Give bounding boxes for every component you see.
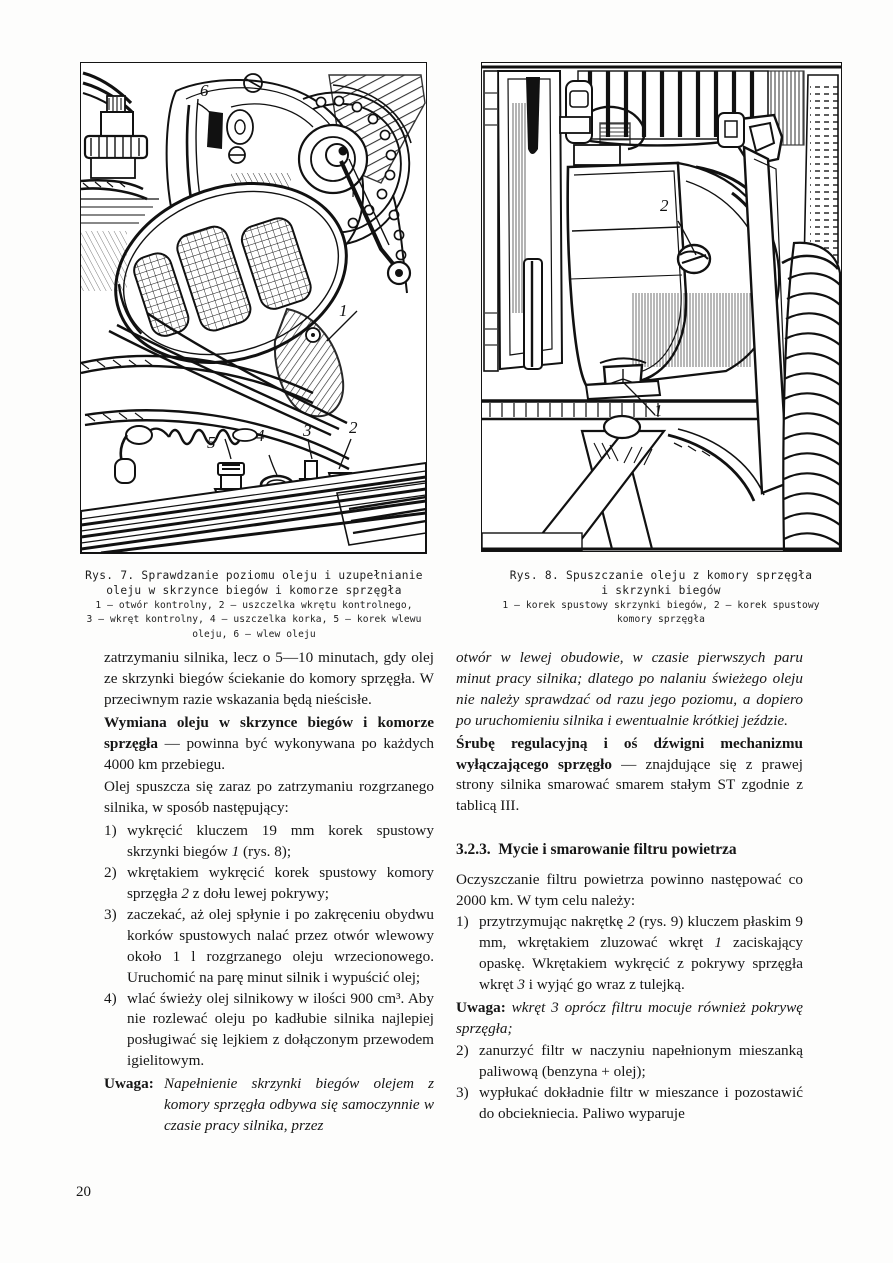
- figure-callout-2: 2: [349, 418, 358, 437]
- list-item: [456, 1041, 803, 1083]
- lead-rest-srube-regulacyjna: — znajdujące się z prawej strony silnika smarować smarem stałym ST zgodnie z tablicą III.: [456, 755, 804, 815]
- list-seg-0: zanurzyć filtr w naczyniu napełnionym mieszanką paliwową (benzyna + olej);: [479, 1042, 803, 1081]
- paragraph-filter-intro-text: Oczyszczanie filtru powietrza powinno następować co 2000 km. W tym celu należy:: [456, 871, 803, 910]
- figure-rys-8: [481, 62, 842, 552]
- list-item: [104, 905, 434, 989]
- list-text-ref: 2: [181, 884, 189, 902]
- paragraph-filter-intro: [456, 870, 803, 912]
- note-text-post: oprócz filtru mocuje również pokrywę sprzęgła;: [456, 998, 803, 1037]
- list-marker: 2): [104, 864, 117, 882]
- list-marker: 3): [104, 905, 117, 923]
- figure-callout-1: 1: [654, 401, 663, 420]
- note-text-pre: wkręt: [511, 998, 552, 1016]
- caption-rys-7-legend-line-1: 1 — otwór kontrolny, 2 — uszczelka wkrętu kontrolnego,: [95, 600, 413, 611]
- list-text-pre: wykręcić kluczem 19 mm korek spustowy skrzynki biegów: [127, 822, 434, 861]
- figure-rys-8-artwork: [482, 63, 841, 551]
- section-heading: [456, 840, 803, 861]
- paragraph-drain-intro: [104, 777, 434, 819]
- note-continuation: [456, 648, 803, 732]
- list-seg-ref-3: 3: [517, 975, 525, 993]
- caption-rys-7-title-line-1: Rys. 7. Sprawdzanie poziomu oleju i uzupełnianie: [85, 569, 423, 582]
- list-text-post: (rys. 8);: [239, 843, 292, 861]
- paragraph-continuation: [104, 648, 434, 711]
- section-title: Mycie i smarowanie filtru powietrza: [498, 841, 737, 859]
- list-marker: 3): [456, 1084, 469, 1102]
- list-marker: 2): [456, 1042, 469, 1060]
- figure-row: [0, 62, 893, 562]
- figure-callout-4: 4: [256, 426, 265, 445]
- list-item: [104, 863, 434, 905]
- list-item: [104, 989, 434, 1073]
- note-text: Napełnienie skrzynki biegów olejem z komory sprzęgła odbywa się samoczynnie w czasie pracy silnika, przez: [164, 1075, 434, 1134]
- list-seg-2: (rys. 9) kluczem płaskim 9 mm, wkrętakiem zluzować wkręt: [479, 912, 803, 951]
- paragraph-adjusting-screw: [456, 734, 803, 818]
- list-text-post: z dołu lewej pokrywy;: [189, 884, 330, 902]
- figure-callout-2: 2: [660, 196, 669, 215]
- list-item: [456, 912, 803, 996]
- note-label: Uwaga:: [456, 998, 506, 1016]
- caption-rys-8-legend-line-2: komory sprzęgła: [616, 614, 706, 626]
- caption-rys-7-title-line-2: oleju w skrzynce biegów i komorze sprzęgła: [106, 583, 402, 597]
- paragraph-drain-intro-text: Olej spuszcza się zaraz po zatrzymaniu rozgrzanego silnika, w sposób następujący:: [104, 778, 434, 817]
- body-column-right: [456, 648, 803, 1125]
- figure-rys-7: [80, 62, 427, 554]
- note-continuation-text: otwór w lewej obudowie, w czasie pierwszych paru minut pracy silnika; dlatego po nalaniu świeżego oleju nie należy sprawdzać od razu jego poziomu, a dopiero po uruchomieniu silnika i ewentualnie krótkiej jeździe.: [456, 649, 803, 729]
- figure-callout-1: 1: [339, 301, 348, 320]
- lead-rest-wymiana-oleju: — powinna być wykonywana po każdych 4000 km przebiegu.: [104, 734, 434, 773]
- list-seg-6: i wyjąć go wraz z tulejką.: [524, 975, 685, 993]
- note-block: [456, 998, 803, 1040]
- paragraph-oil-change-heading: [104, 713, 434, 776]
- list-text-pre: zaczekać, aż olej spłynie i po zakręceniu obydwu korków spustowych nalać przez otwór wlewowy około 1 l rozgrzanego oleju wrzecionowego. Uruchomić na parę minut silnik i wypuścić olej;: [127, 905, 434, 986]
- list-seg-4: zaciskający opaskę. Wkrętakiem wykręcić z pokrywy sprzęgła wkręt: [479, 933, 803, 993]
- note-block: [104, 1074, 434, 1137]
- caption-rys-8-title-line-2: i skrzynki biegów: [601, 583, 721, 597]
- caption-rys-7-legend-line-3: oleju, 6 — wlew oleju: [192, 628, 316, 640]
- list-seg-ref-1: 1: [714, 933, 722, 951]
- caption-rys-8-legend-line-1: 1 — korek spustowy skrzynki biegów, 2 — korek spustowy: [502, 600, 820, 611]
- lead-bold-wymiana-oleju: Wymiana oleju w skrzynce biegów i komorze sprzęgła: [104, 713, 434, 752]
- list-seg-0: przytrzymując nakrętkę: [479, 912, 628, 930]
- figure-callout-5: 5: [207, 433, 216, 452]
- caption-rys-8: [470, 569, 852, 627]
- page-number: 20: [76, 1184, 91, 1200]
- list-text-ref: 1: [231, 843, 240, 861]
- list-item: [456, 1083, 803, 1125]
- note-text-num: 3: [551, 998, 559, 1016]
- body-column-left: [104, 648, 434, 1137]
- list-item: [104, 821, 434, 863]
- figure-callout-6: 6: [200, 81, 209, 100]
- caption-rys-7: [74, 569, 434, 641]
- figure-callout-3: 3: [303, 421, 312, 440]
- list-text-pre: wlać świeży olej silnikowy w ilości 900 cm³. Aby nie rozlewać oleju po kadłubie silnika najlepiej posługiwać się lejkiem z dołączonym przewodem igielitowym.: [127, 989, 434, 1070]
- list-marker: 1): [104, 822, 117, 840]
- section-number: 3.2.3.: [456, 841, 491, 859]
- caption-rys-8-title-line-1: Rys. 8. Spuszczanie oleju z komory sprzęgła: [509, 569, 813, 582]
- list-seg-0: wypłukać dokładnie filtr w mieszance i pozostawić do obciekniecia. Paliwo wyparuje: [479, 1084, 803, 1123]
- caption-rys-7-legend-line-2: 3 — wkręt kontrolny, 4 — uszczelka korka, 5 — korek wlewu: [86, 614, 422, 626]
- list-marker: 4): [104, 989, 117, 1007]
- list-seg-ref-2: 2: [627, 912, 635, 930]
- note-label: Uwaga:: [104, 1075, 154, 1093]
- list-text-pre: wkrętakiem wykręcić korek spustowy komory sprzęgła: [127, 864, 434, 902]
- paragraph-continuation-text: zatrzymaniu silnika, lecz o 5—10 minutach, gdy olej ze skrzynki biegów ściekanie do komory sprzęgła. W przeciwnym razie wskazania będą nieścisłe.: [104, 649, 434, 708]
- figure-rys-7-artwork: [81, 63, 426, 553]
- lead-bold-srube-regulacyjna: Śrubę regulacyjną i oś dźwigni mechanizmu wyłączającego sprzęgło: [456, 734, 803, 773]
- list-marker: 1): [456, 912, 469, 930]
